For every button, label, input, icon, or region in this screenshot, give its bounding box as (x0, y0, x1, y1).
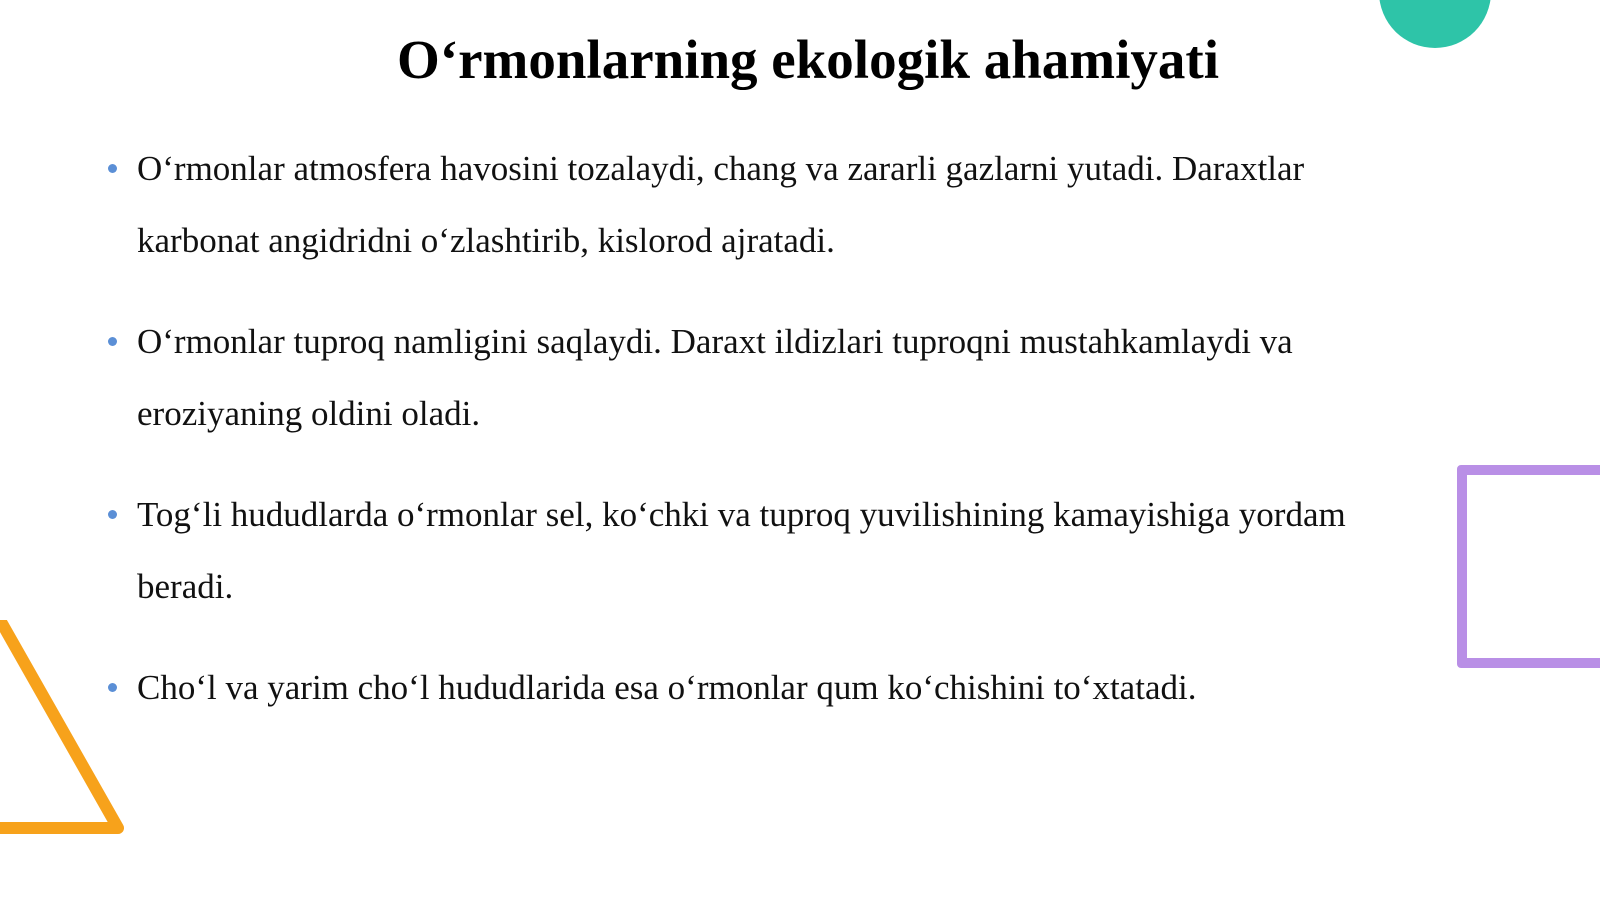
bullet-text: Tog‘li hududlarda o‘rmonlar sel, ko‘chki va tuproq yuvilishining kamayishiga yordam beradi. (137, 495, 1346, 606)
bullet-dot-icon (108, 164, 117, 173)
bullet-list (104, 133, 1434, 753)
bullet-text: O‘rmonlar tuproq namligini saqlaydi. Daraxt ildizlari tuproqni mustahkamlaydi va eroziyaning oldini oladi. (137, 322, 1293, 433)
purple-square-decoration (1457, 465, 1600, 668)
bullet-text: Cho‘l va yarim cho‘l hududlarida esa o‘rmonlar qum ko‘chishini to‘xtatadi. (137, 668, 1197, 707)
bullet-item (104, 479, 1434, 623)
bullet-dot-icon (108, 337, 117, 346)
bullet-item (104, 652, 1434, 724)
slide-title: O‘rmonlarning ekologik ahamiyati (397, 29, 1219, 90)
bullet-dot-icon (108, 683, 117, 692)
bullet-dot-icon (108, 510, 117, 519)
bullet-text: O‘rmonlar atmosfera havosini tozalaydi, chang va zararli gazlarni yutadi. Daraxtlar karbonat angidridni o‘zlashtirib, kislorod ajratadi. (137, 149, 1305, 260)
bullet-item (104, 133, 1434, 277)
bullet-item (104, 306, 1434, 450)
